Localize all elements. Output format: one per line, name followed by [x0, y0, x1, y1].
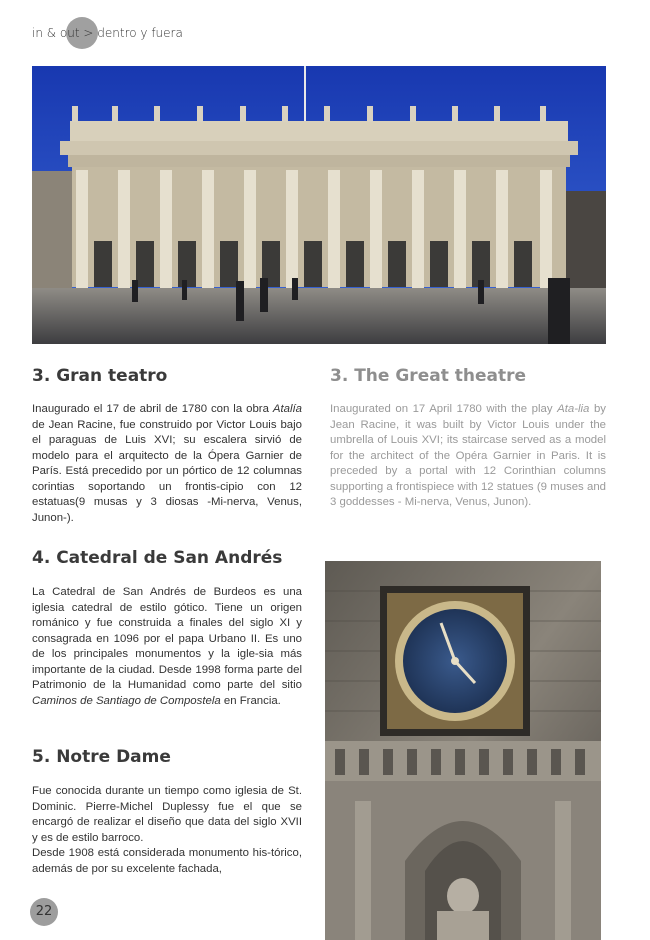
section-5-title-es: 5. Notre Dame	[32, 747, 171, 767]
section-3-title-es: 3. Gran teatro	[32, 366, 168, 386]
section-3-text-es	[32, 402, 302, 526]
section-4-title-es: 4. Catedral de San Andrés	[32, 548, 283, 568]
section-3-text-es-b: de Jean Racine, fue construido por Victor Louis bajo el paraguas de Luis XVI; su escalera sirvió de modelo para el arquitecto de la Ópera Garnier de París. Está precedido por un pórtico de 12 columnas corintias soportando un frontis-cipio con 12 estatuas(9 musas y 3 diosas -Mi-nerva, Venus, Junon-).	[32, 418, 302, 524]
section-3-text-en-b: by Jean Racine, it was built by Victor Louis under the umbrella of Louis XVI; its staircase served as a model for the architect of the Opéra Garnier in Paris. It is preceded by a portal with 12 Corinthian columns supporting a frontispiece with 12 statues (9 muses and 3 goddesses - Mi-nerva, Venus, Junon).	[330, 403, 606, 508]
section-3-text-en	[330, 402, 606, 511]
section-4-text-es-a: La Catedral de San Andrés de Burdeos es una iglesia catedral de estilo gótico. Tiene un origen románico y fue construida a finales del siglo XI y consagrada en 1096 por el papa Urbano II. Es uno de los principales monumentos y la igle-sia más importante de la ciudad. Desde 1998 forma parte del Patrimonio de la Humanidad como parte del sitio	[32, 586, 302, 691]
grand-theatre-photo	[32, 66, 606, 344]
section-3-text-en-italic: Ata-lia	[557, 403, 590, 415]
breadcrumb: in & out > dentro y fuera	[32, 26, 183, 40]
section-5-text-es-a: Fue conocida durante un tiempo como iglesia de St. Dominic. Pierre-Michel Duplessy fue el que se encargó de realizar el diseño que data del siglo XVII y es de estilo barroco.	[32, 785, 302, 844]
section-4-text-es-italic: Caminos de Santiago de Compostela	[32, 694, 221, 707]
section-5-text-es-b: Desde 1908 está considerada monumento his-tórico, además de por su excelente fachada,	[32, 847, 302, 875]
section-4-text-es	[32, 585, 302, 709]
cathedral-clock-photo	[325, 561, 601, 940]
section-3-text-en-a: Inaugurated on 17 April 1780 with the play	[330, 403, 558, 415]
section-3-text-es-italic: Atalía	[272, 403, 302, 415]
section-3-text-es-a: Inaugurado el 17 de abril de 1780 con la obra	[32, 403, 273, 415]
section-3-title-en: 3. The Great theatre	[330, 366, 527, 386]
section-4-text-es-b: en Francia.	[220, 694, 281, 707]
page-number: 22	[35, 904, 53, 919]
